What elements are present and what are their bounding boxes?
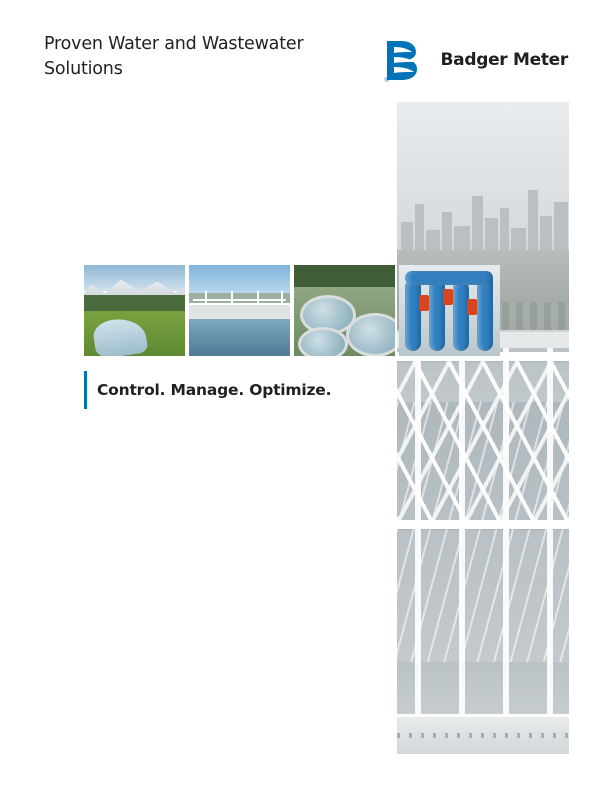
thumb-water [189,319,290,356]
tagline-accent-rule [84,371,87,409]
hero-image [397,102,569,754]
thumb-treeline [294,265,395,287]
tagline-block [84,371,331,409]
thumbnail-strip [84,265,500,356]
hero-walkway-truss [397,354,569,524]
mountain-stream-photo [84,265,185,356]
thumb-post [205,291,207,305]
hero-post [547,348,553,714]
water-channel-weir-photo [189,265,290,356]
blue-pipes-photo [399,265,500,356]
thumb-sky [84,265,185,291]
registered-trademark-icon: ® [384,78,389,84]
badger-meter-logo-icon [381,38,427,82]
thumb-clarifier-tank [298,327,348,356]
thumb-pipe [453,281,469,351]
thumb-flange [467,299,477,315]
thumb-pipe [405,279,421,351]
hero-post [459,348,465,714]
thumb-clarifier-tank [346,313,395,356]
thumb-post [281,291,283,305]
brand-lockup [381,38,569,82]
hero-beam-bottom [397,520,569,529]
thumb-post [231,291,233,305]
hero-post [503,348,509,714]
thumb-flange [443,289,453,305]
thumb-pipe-header [405,271,493,285]
thumb-post [257,291,259,305]
brand-name: Badger Meter [440,50,568,70]
clarifier-tanks-photo [294,265,395,356]
page-title: Proven Water and Wastewater Solutions [44,34,304,79]
hero-walkway-deck [397,714,569,754]
thumb-flange [419,295,429,311]
hero-post [415,348,421,714]
tagline-text: Control. Manage. Optimize. [97,381,332,399]
hero-skyline [397,164,569,256]
